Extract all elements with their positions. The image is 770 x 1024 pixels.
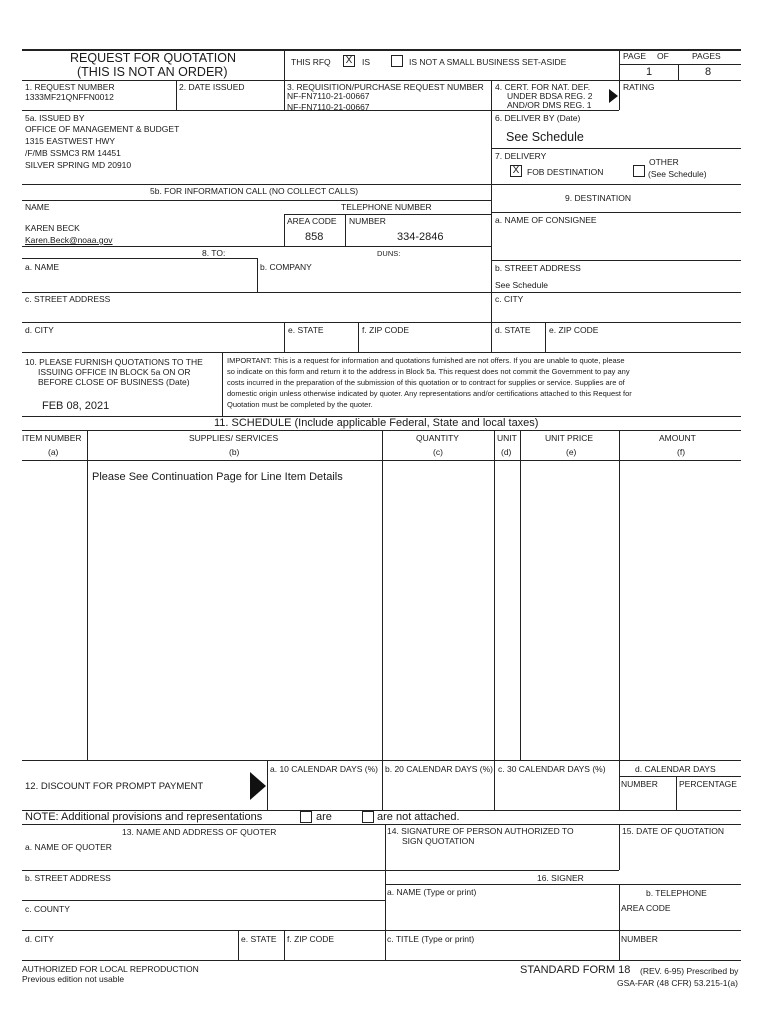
to-company-label: b. COMPANY — [260, 262, 312, 272]
pages-label: PAGES — [692, 51, 721, 61]
footer-far-reference: GSA-FAR (48 CFR) 53.215-1(a) — [617, 978, 738, 988]
col-amount: AMOUNT — [659, 433, 696, 443]
quoter-county-label: c. COUNTY — [25, 904, 70, 914]
signer-number-label: NUMBER — [621, 934, 658, 944]
important-line: so indicate on this form and return it to the address in Block 5a. This request does not commit the Government to pay any — [227, 367, 630, 376]
footer-authorized: AUTHORIZED FOR LOCAL REPRODUCTION — [22, 964, 199, 974]
signature-label: 14. SIGNATURE OF PERSON AUTHORIZED TO — [387, 826, 574, 836]
footer-revision: (REV. 6-95) Prescribed by — [640, 966, 739, 976]
discount-10-days: a. 10 CALENDAR DAYS (%) — [270, 764, 379, 774]
quoter-state-label: e. STATE — [241, 934, 277, 944]
total-pages: 8 — [705, 66, 712, 78]
rfq-not-set-aside-checkbox[interactable] — [391, 55, 403, 67]
rating-label: RATING — [623, 82, 655, 92]
cert-label-3: AND/OR DMS REG. 1 — [507, 100, 592, 110]
col-amount-sub: (f) — [677, 447, 686, 457]
note-text: NOTE: Additional provisions and representations — [25, 811, 263, 823]
col-unit: UNIT — [497, 433, 517, 443]
signature-label-2: SIGN QUOTATION — [402, 836, 475, 846]
discount-label: 12. DISCOUNT FOR PROMPT PAYMENT — [25, 781, 204, 792]
quoter-city-label: d. CITY — [25, 934, 54, 944]
note-are-label: are — [316, 811, 332, 823]
requisition-value-repeat: NF-FN7110-21-00667 — [287, 103, 370, 110]
dest-street-value: See Schedule — [495, 280, 548, 290]
col-supplies-sub: (b) — [229, 447, 240, 457]
form-subtitle: (THIS IS NOT AN ORDER) — [77, 65, 228, 79]
telephone-label: TELEPHONE NUMBER — [341, 202, 432, 212]
col-quantity-sub: (c) — [433, 447, 443, 457]
quoter-street-label: b. STREET ADDRESS — [25, 873, 111, 883]
col-quantity: QUANTITY — [416, 433, 459, 443]
issued-by-line: OFFICE OF MANAGEMENT & BUDGET — [25, 124, 180, 134]
request-number-value: 1333MF21QNFFN0012 — [25, 92, 114, 102]
continuation-note: Please See Continuation Page for Line Item Details — [92, 471, 343, 483]
signer-name-label: a. NAME (Type or print) — [387, 887, 477, 897]
signer-title-label: c. TITLE (Type or print) — [387, 934, 475, 944]
signer-telephone-label: b. TELEPHONE — [646, 888, 707, 898]
col-supplies: SUPPLIES/ SERVICES — [189, 433, 279, 443]
col-unit-price: UNIT PRICE — [545, 433, 594, 443]
fob-destination-label: FOB DESTINATION — [527, 167, 604, 177]
discount-20-days: b. 20 CALENDAR DAYS (%) — [385, 764, 494, 774]
to-city-label: d. CITY — [25, 325, 54, 335]
info-call-label: 5b. FOR INFORMATION CALL (NO COLLECT CALLS) — [150, 186, 359, 196]
form-title: REQUEST FOR QUOTATION — [70, 51, 236, 65]
requisition-value: NF-FN7110-21-00667 — [287, 91, 370, 101]
signer-label: 16. SIGNER — [537, 873, 584, 883]
quoter-name-label: a. NAME OF QUOTER — [25, 842, 112, 852]
dest-zip-label: e. ZIP CODE — [549, 325, 599, 335]
rfq-label: THIS RFQ — [291, 57, 331, 67]
furnish-line: ISSUING OFFICE IN BLOCK 5a ON OR — [38, 367, 191, 377]
contact-name-label: NAME — [25, 202, 50, 212]
furnish-date: FEB 08, 2021 — [42, 400, 110, 412]
to-label: 8. TO: — [202, 248, 226, 258]
issued-by-line: SILVER SPRING MD 20910 — [25, 160, 132, 170]
rfq-is-checkbox[interactable]: X — [343, 55, 355, 67]
col-unit-price-sub: (e) — [566, 447, 577, 457]
contact-name: KAREN BECK — [25, 223, 80, 233]
discount-30-days: c. 30 CALENDAR DAYS (%) — [498, 764, 606, 774]
duns-label: DUNS: — [377, 249, 401, 258]
other-label: OTHER — [649, 157, 679, 167]
area-code-value: 858 — [305, 231, 324, 243]
requisition-label: 3. REQUISITION/PURCHASE REQUEST NUMBER — [287, 82, 484, 92]
to-zip-label: f. ZIP CODE — [362, 325, 410, 335]
dest-state-label: d. STATE — [495, 325, 531, 335]
to-name-label: a. NAME — [25, 262, 60, 272]
discount-number-label: NUMBER — [621, 779, 658, 789]
other-see-schedule: (See Schedule) — [648, 169, 707, 179]
cert-label: 4. CERT. FOR NAT. DEF. — [495, 82, 591, 92]
quoter-heading: 13. NAME AND ADDRESS OF QUOTER — [122, 827, 277, 837]
note-are-not-label: are not attached. — [377, 811, 460, 823]
dest-city-label: c. CITY — [495, 294, 524, 304]
note-are-checkbox[interactable] — [300, 811, 312, 823]
cert-label-2: UNDER BDSA REG. 2 — [507, 91, 593, 101]
rfq-not-set-aside-label: IS NOT A SMALL BUSINESS SET-ASIDE — [409, 57, 567, 67]
important-line: IMPORTANT: This is a request for information and quotations furnished are not offers. If you are unable to quote, please — [227, 356, 625, 365]
col-item-number: ITEM NUMBER — [22, 433, 82, 443]
dest-street-label: b. STREET ADDRESS — [495, 263, 581, 273]
to-street-label: c. STREET ADDRESS — [25, 294, 111, 304]
note-are-not-checkbox[interactable] — [362, 811, 374, 823]
col-unit-sub: (d) — [501, 447, 512, 457]
issued-by-line: 1315 EASTWEST HWY — [25, 136, 116, 146]
cert-arrow-icon — [609, 89, 618, 103]
footer-form-name: STANDARD FORM 18 — [520, 964, 631, 976]
discount-arrow-icon — [250, 772, 266, 800]
number-label: NUMBER — [349, 216, 386, 226]
deliver-by-label: 6. DELIVER BY (Date) — [495, 113, 581, 123]
discount-percentage-label: PERCENTAGE — [679, 779, 737, 789]
destination-label: 9. DESTINATION — [565, 193, 631, 203]
page-label: PAGE — [623, 51, 646, 61]
quotation-date-label: 15. DATE OF QUOTATION — [622, 826, 725, 836]
contact-email[interactable]: Karen.Beck@noaa.gov — [25, 235, 113, 245]
to-state-label: e. STATE — [288, 325, 324, 335]
consignee-label: a. NAME OF CONSIGNEE — [495, 215, 597, 225]
important-line: costs incurred in the preparation of the submission of this quotation or to contract for supplies or service. Supplies are of — [227, 378, 625, 387]
furnish-line: BEFORE CLOSE OF BUSINESS (Date) — [38, 377, 190, 387]
discount-calendar-days: d. CALENDAR DAYS — [635, 764, 716, 774]
important-line: domestic origin unless otherwise indicated by quoter. Any representations and/or certifications attached to this Request for — [227, 389, 632, 398]
col-item-number-sub: (a) — [48, 447, 59, 457]
issued-by-label: 5a. ISSUED BY — [25, 113, 85, 123]
quoter-zip-label: f. ZIP CODE — [287, 934, 335, 944]
deliver-by-value: See Schedule — [506, 130, 584, 144]
schedule-title: 11. SCHEDULE (Include applicable Federal, State and local taxes) — [214, 417, 539, 429]
fob-destination-checkbox[interactable]: X — [510, 165, 522, 177]
of-label: OF — [657, 51, 669, 61]
issued-by-line: /F/MB SSMC3 RM 14451 — [25, 148, 121, 158]
request-number-label: 1. REQUEST NUMBER — [25, 82, 115, 92]
phone-number-value: 334-2846 — [397, 231, 444, 243]
page-number: 1 — [646, 66, 653, 78]
important-line: Quotation must be completed by the quoter. — [227, 400, 373, 409]
other-checkbox[interactable] — [633, 165, 645, 177]
delivery-label: 7. DELIVERY — [495, 151, 547, 161]
date-issued-label: 2. DATE ISSUED — [179, 82, 245, 92]
furnish-line: 10. PLEASE FURNISH QUOTATIONS TO THE — [25, 357, 203, 367]
area-code-label: AREA CODE — [287, 216, 337, 226]
rfq-is-label: IS — [362, 57, 371, 67]
signer-area-code-label: AREA CODE — [621, 903, 671, 913]
footer-previous-edition: Previous edition not usable — [22, 974, 125, 984]
